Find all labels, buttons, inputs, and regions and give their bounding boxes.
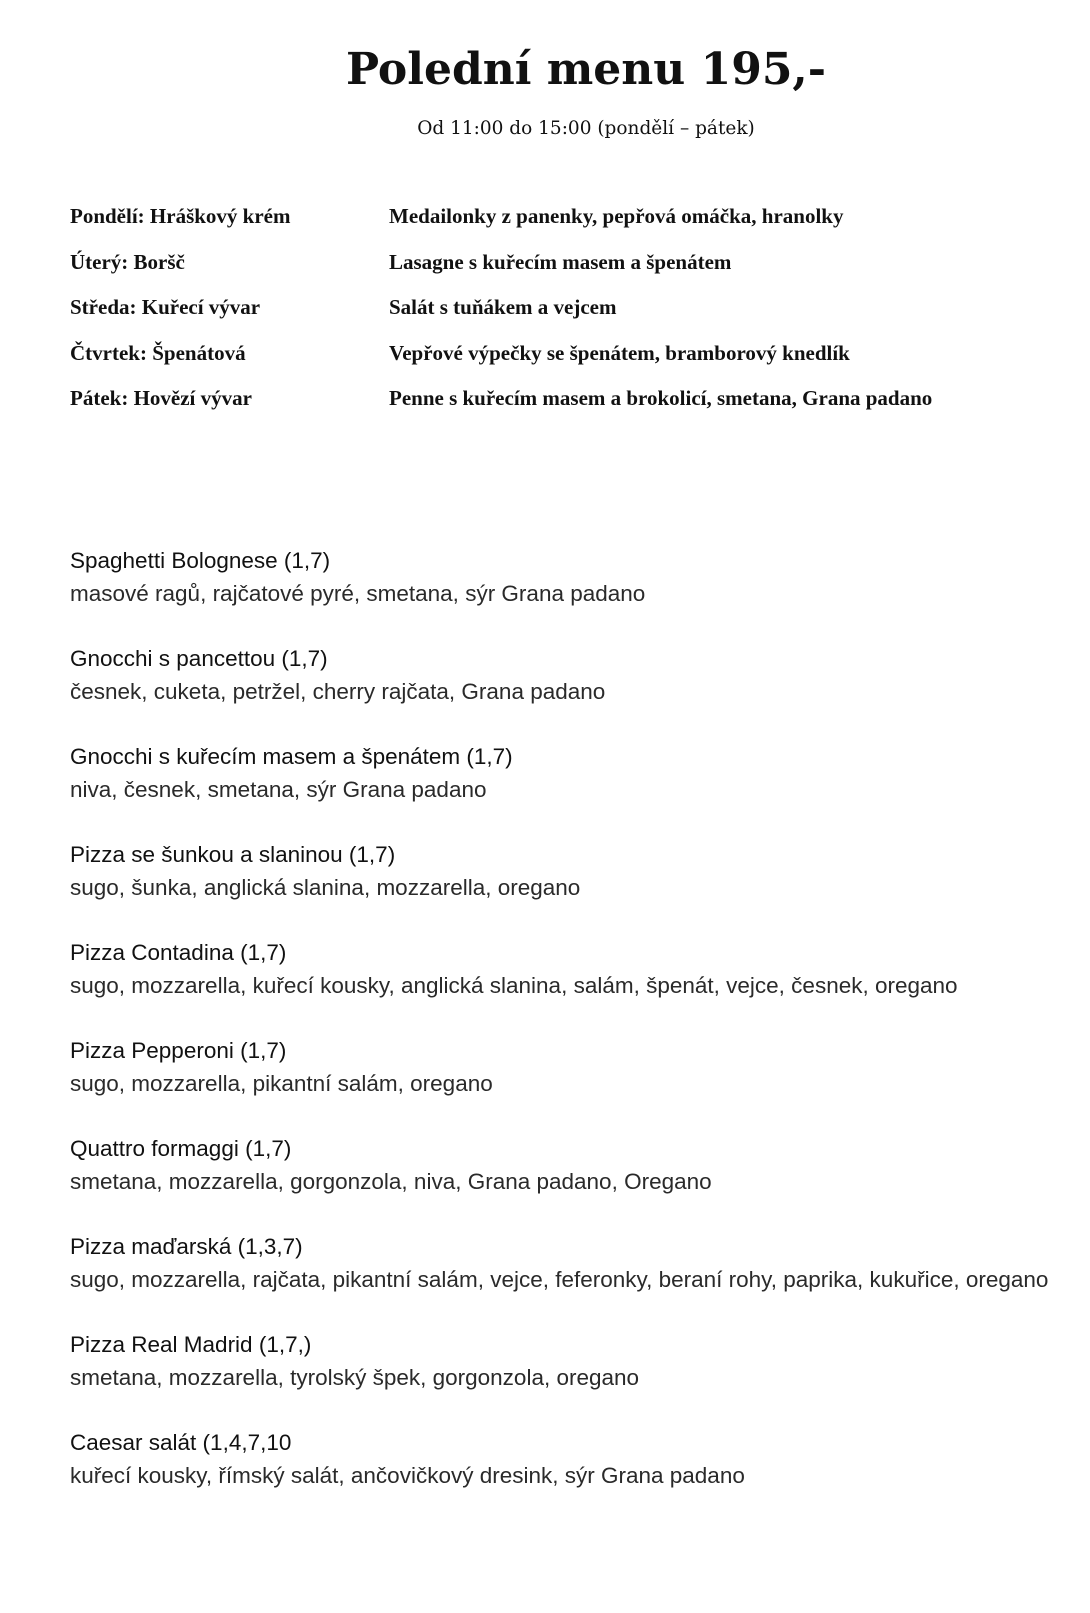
weekly-menu-row-monday bbox=[70, 202, 1070, 248]
dish-ingredients: smetana, mozzarella, gorgonzola, niva, Grana padano, Oregano bbox=[70, 1169, 712, 1194]
dish-item bbox=[70, 1035, 1060, 1100]
dish-name: Pizza Real Madrid (1,7,) bbox=[70, 1332, 312, 1357]
weekly-menu-main-dish: Vepřové výpečky se špenátem, bramborový knedlík bbox=[389, 340, 850, 365]
dish-item bbox=[70, 839, 1060, 904]
dish-ingredients: sugo, šunka, anglická slanina, mozzarella, oregano bbox=[70, 875, 581, 900]
dish-item bbox=[70, 937, 1060, 1002]
weekly-menu-row-wednesday bbox=[70, 293, 1070, 339]
dish-name: Caesar salát (1,4,7,10 bbox=[70, 1430, 292, 1455]
dish-name: Quattro formaggi (1,7) bbox=[70, 1136, 292, 1161]
dish-name: Pizza Contadina (1,7) bbox=[70, 940, 287, 965]
dish-ingredients: smetana, mozzarella, tyrolský špek, gorgonzola, oregano bbox=[70, 1365, 640, 1390]
serving-hours: Od 11:00 do 15:00 (pondělí – pátek) bbox=[417, 118, 755, 139]
weekly-menu-main-dish: Salát s tuňákem a vejcem bbox=[389, 295, 617, 319]
dish-name: Pizza Pepperoni (1,7) bbox=[70, 1038, 287, 1063]
dish-ingredients: sugo, mozzarella, pikantní salám, oregano bbox=[70, 1071, 493, 1096]
dish-name: Spaghetti Bolognese (1,7) bbox=[70, 548, 331, 573]
weekly-menu-main-dish: Medailonky z panenky, pepřová omáčka, hranolky bbox=[389, 204, 844, 228]
dish-ingredients: česnek, cuketa, petržel, cherry rajčata, Grana padano bbox=[70, 679, 606, 704]
permanent-dishes-list bbox=[70, 545, 1060, 1525]
weekly-menu-day-soup: Pondělí: Hráškový krém bbox=[70, 204, 291, 228]
dish-item bbox=[70, 643, 1060, 708]
dish-item bbox=[70, 1231, 1060, 1296]
dish-name: Gnocchi s kuřecím masem a špenátem (1,7) bbox=[70, 744, 513, 769]
dish-item bbox=[70, 741, 1060, 806]
dish-name: Pizza maďarská (1,3,7) bbox=[70, 1234, 303, 1259]
weekly-menu-row-tuesday bbox=[70, 248, 1070, 294]
weekly-menu-row-friday bbox=[70, 384, 1070, 430]
weekly-menu-day-soup: Čtvrtek: Špenátová bbox=[70, 340, 246, 365]
dish-ingredients: sugo, mozzarella, rajčata, pikantní salám, vejce, feferonky, beraní rohy, paprika, kukuřice, oregano bbox=[70, 1267, 1049, 1292]
dish-ingredients: masové ragů, rajčatové pyré, smetana, sýr Grana padano bbox=[70, 581, 646, 606]
dish-item bbox=[70, 545, 1060, 610]
dish-ingredients: kuřecí kousky, římský salát, ančovičkový dresink, sýr Grana padano bbox=[70, 1463, 745, 1488]
weekly-menu-row-thursday bbox=[70, 339, 1070, 385]
weekly-menu-day-soup: Úterý: Boršč bbox=[70, 249, 185, 274]
weekly-menu-day-soup: Středa: Kuřecí vývar bbox=[70, 295, 261, 319]
dish-ingredients: niva, česnek, smetana, sýr Grana padano bbox=[70, 777, 487, 802]
weekly-menu-main-dish: Penne s kuřecím masem a brokolicí, smetana, Grana padano bbox=[389, 386, 933, 410]
dish-name: Gnocchi s pancettou (1,7) bbox=[70, 646, 328, 671]
dish-item bbox=[70, 1329, 1060, 1394]
dish-ingredients: sugo, mozzarella, kuřecí kousky, anglická slanina, salám, špenát, vejce, česnek, oregano bbox=[70, 973, 958, 998]
dish-item bbox=[70, 1133, 1060, 1198]
weekly-menu-day-soup: Pátek: Hovězí vývar bbox=[70, 386, 252, 410]
page-title: Polední menu 195,- bbox=[345, 44, 827, 95]
weekly-menu-main-dish: Lasagne s kuřecím masem a špenátem bbox=[389, 249, 732, 274]
dish-name: Pizza se šunkou a slaninou (1,7) bbox=[70, 842, 396, 867]
weekly-menu bbox=[70, 202, 1070, 430]
dish-item bbox=[70, 1427, 1060, 1492]
